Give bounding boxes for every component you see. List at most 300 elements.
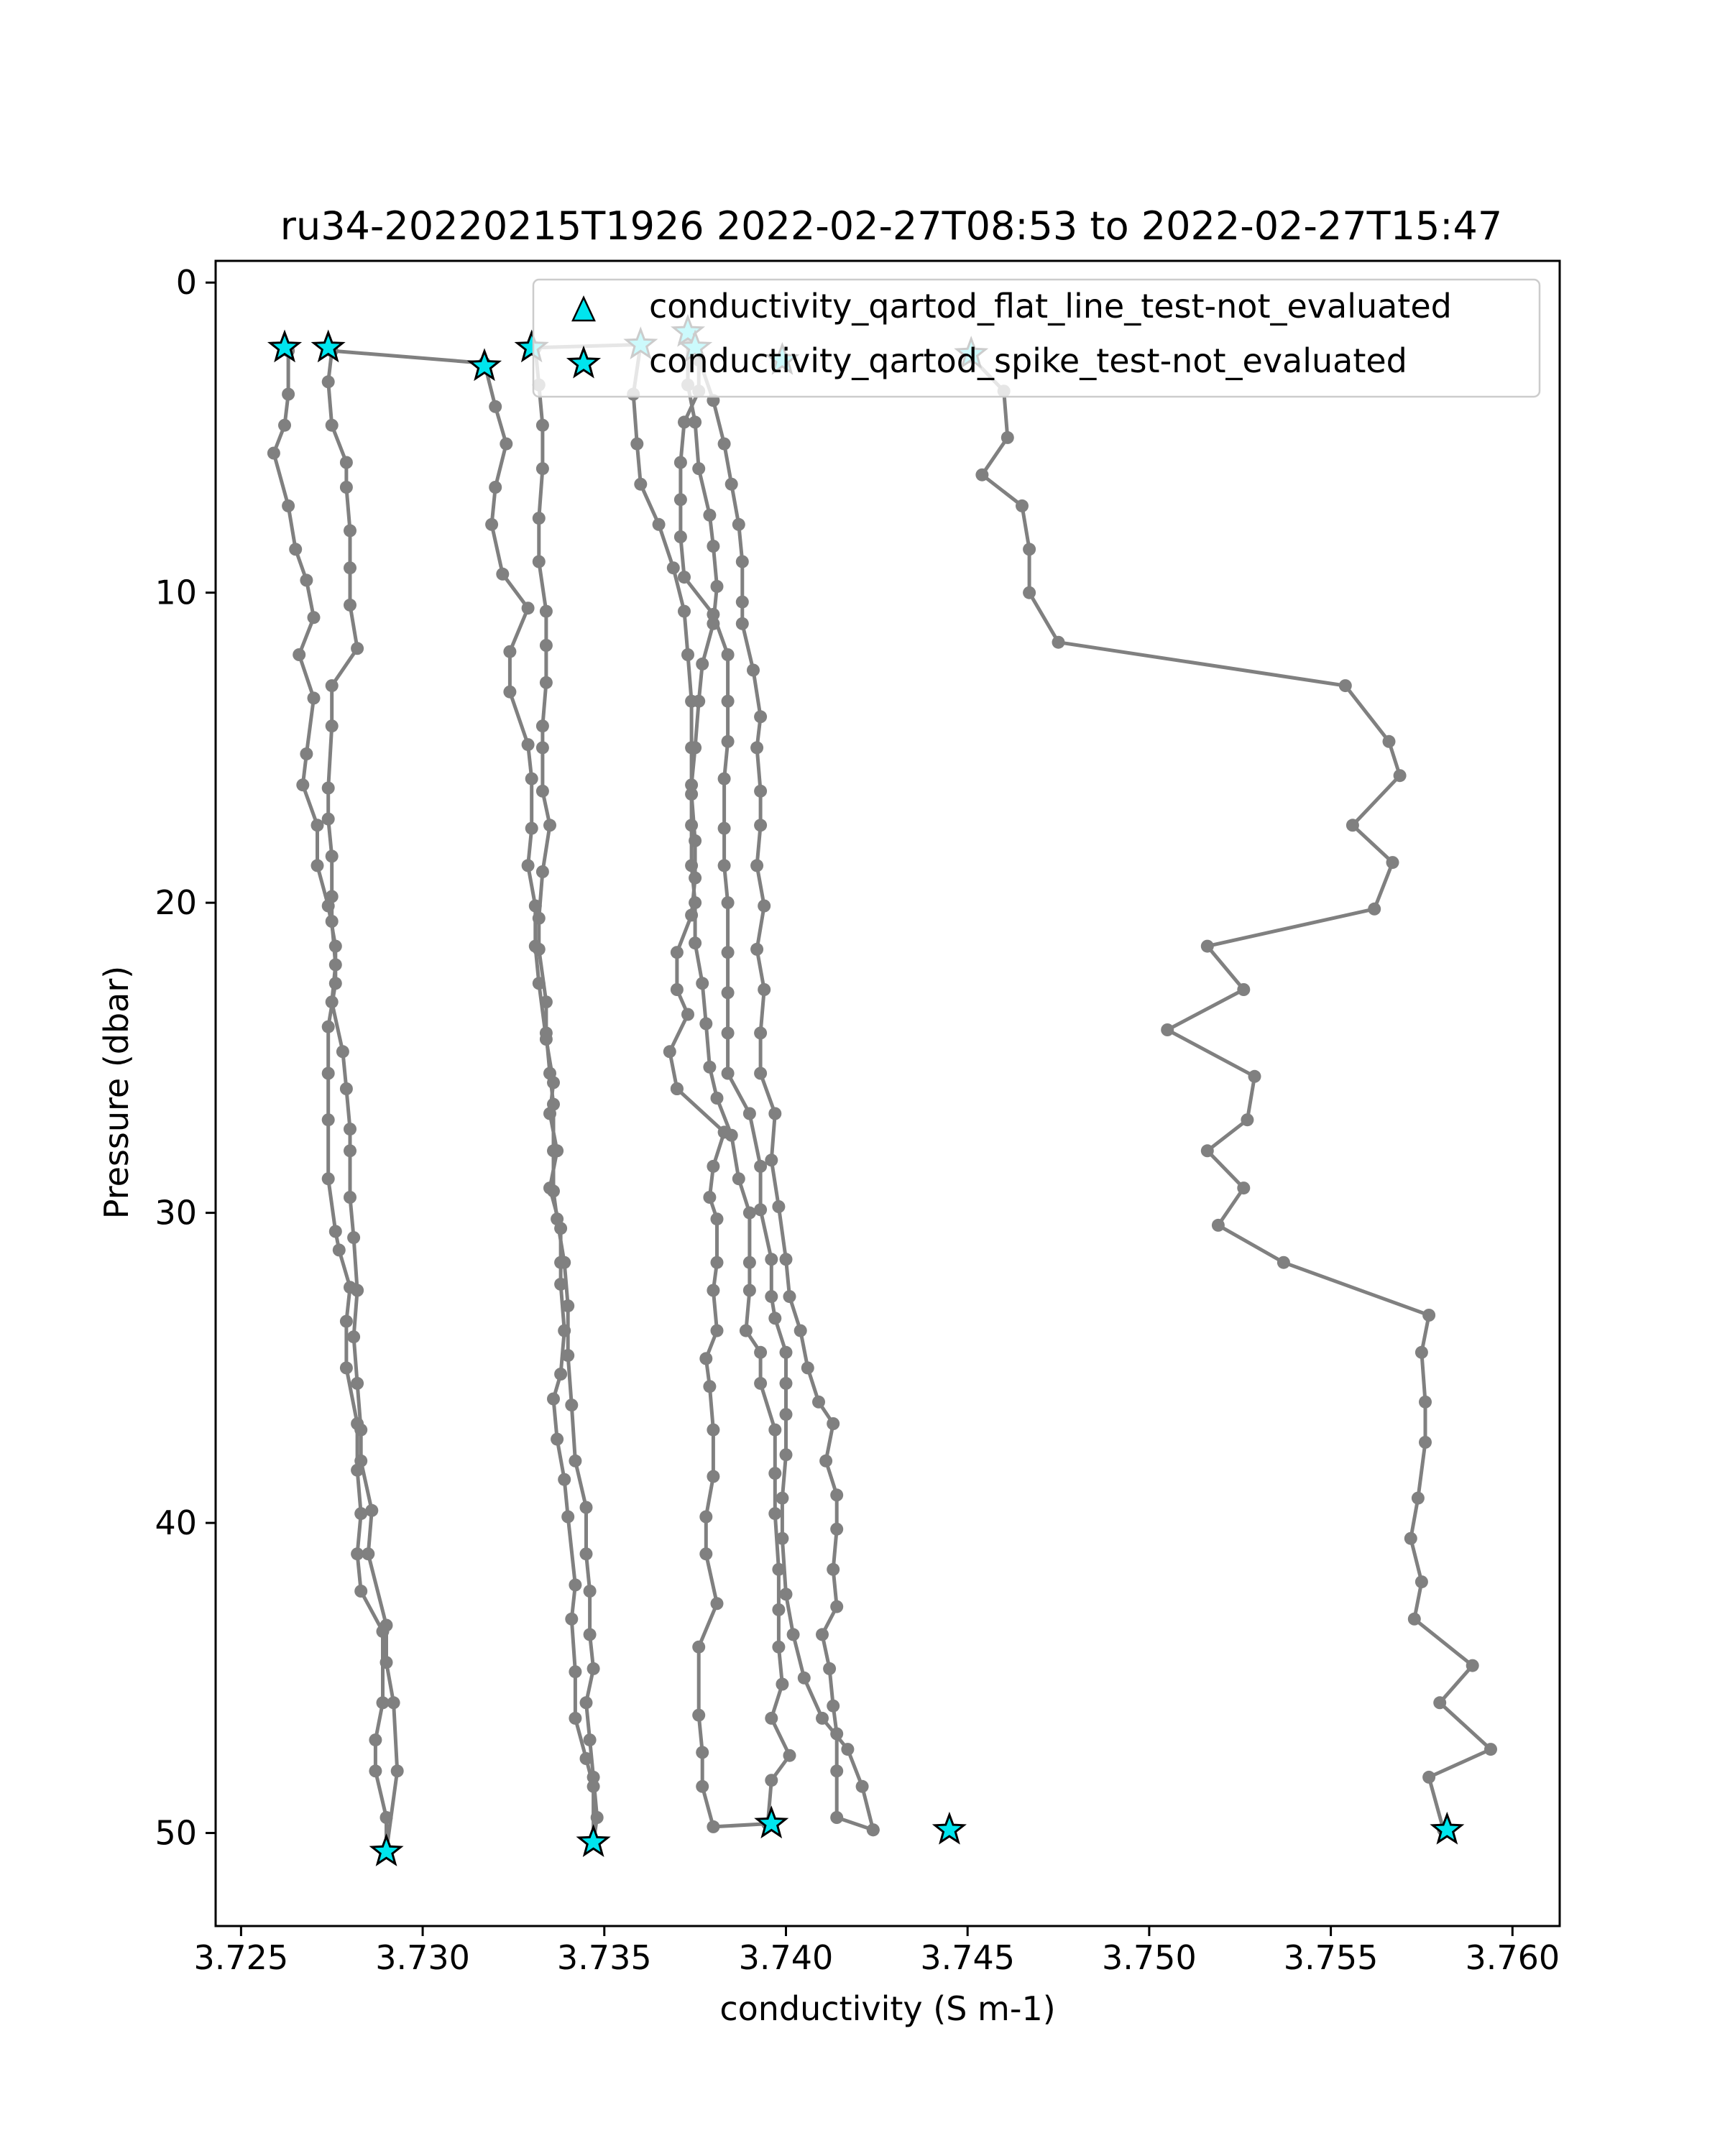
data-point (540, 639, 553, 652)
data-point (830, 1523, 843, 1536)
data-point (580, 1696, 593, 1709)
data-point (278, 419, 291, 432)
data-point (1415, 1346, 1428, 1359)
data-point (780, 1377, 793, 1390)
data-point (540, 1026, 553, 1039)
data-point (1016, 499, 1029, 512)
data-point (674, 456, 687, 469)
data-point (558, 1473, 571, 1486)
data-point (344, 1191, 356, 1204)
data-point (689, 741, 702, 754)
data-point (1419, 1396, 1432, 1409)
data-point (1237, 1181, 1250, 1194)
data-point (758, 900, 770, 913)
data-point (340, 456, 353, 469)
data-point (591, 1811, 604, 1824)
data-point (827, 1417, 840, 1430)
data-point (678, 605, 691, 618)
data-point (798, 1672, 811, 1685)
data-point (867, 1823, 880, 1836)
x-tick-label: 3.740 (738, 1938, 834, 1977)
data-point (732, 1172, 745, 1185)
data-point (671, 946, 684, 959)
data-point (369, 1733, 382, 1746)
data-point (569, 1712, 581, 1725)
data-point (692, 1709, 705, 1722)
data-point (703, 1380, 716, 1393)
data-point (718, 822, 731, 835)
data-point (783, 1290, 796, 1303)
data-point (768, 1507, 781, 1520)
data-point (780, 1448, 793, 1461)
data-point (289, 543, 302, 556)
data-point (561, 1349, 574, 1362)
data-point (699, 1547, 712, 1560)
data-point (711, 1212, 724, 1225)
data-point (765, 1712, 778, 1725)
data-point (569, 1578, 581, 1591)
y-tick-label: 20 (155, 883, 197, 923)
data-point (293, 648, 305, 661)
data-point (547, 1393, 560, 1406)
data-point (758, 983, 770, 996)
data-point (754, 710, 767, 723)
data-point (711, 1092, 724, 1105)
data-point (722, 946, 735, 959)
data-point (707, 1820, 719, 1833)
data-point (1422, 1309, 1435, 1322)
y-tick-label: 10 (155, 573, 197, 612)
data-point (525, 822, 538, 835)
data-point (311, 819, 324, 831)
data-point (725, 1129, 738, 1142)
x-tick-label: 3.725 (193, 1938, 289, 1977)
data-point (794, 1325, 807, 1337)
data-point (536, 741, 549, 754)
data-point (765, 1253, 778, 1266)
data-point (707, 1160, 719, 1173)
data-point (830, 1764, 843, 1777)
x-axis-label: conductivity (S m-1) (719, 1989, 1056, 2028)
data-point (725, 478, 738, 491)
data-point (329, 1225, 342, 1238)
data-point (671, 1082, 684, 1095)
y-axis-label: Pressure (dbar) (97, 965, 136, 1220)
data-point (780, 1588, 793, 1600)
data-point (630, 438, 643, 451)
data-point (1161, 1023, 1174, 1036)
data-point (1368, 903, 1381, 916)
data-point (1404, 1532, 1417, 1545)
data-point (722, 986, 735, 999)
data-point (536, 865, 549, 878)
data-point (311, 859, 324, 872)
data-point (322, 375, 335, 388)
data-point (768, 1107, 781, 1120)
data-point (776, 1678, 788, 1691)
data-point (671, 983, 684, 996)
data-point (329, 958, 342, 971)
data-point (750, 741, 763, 754)
data-point (540, 995, 553, 1008)
data-point (500, 438, 512, 451)
data-point (351, 642, 364, 655)
data-point (801, 1361, 814, 1374)
data-point (816, 1712, 829, 1725)
data-point (772, 1200, 785, 1213)
data-point (496, 568, 509, 581)
data-point (282, 388, 295, 401)
data-point (681, 648, 694, 661)
data-point (707, 608, 719, 621)
data-point (354, 1424, 367, 1437)
data-point (380, 1619, 393, 1632)
data-point (536, 419, 549, 432)
data-point (1383, 735, 1396, 748)
data-point (322, 1113, 335, 1126)
data-point (768, 1467, 781, 1480)
x-tick-label: 3.760 (1465, 1938, 1560, 1977)
data-point (340, 1315, 353, 1328)
data-point (326, 419, 339, 432)
data-point (347, 1330, 360, 1343)
data-point (584, 1628, 597, 1641)
data-point (1277, 1256, 1290, 1269)
data-point (340, 1361, 353, 1374)
data-point (347, 1231, 360, 1244)
data-point (340, 481, 353, 494)
data-point (362, 1547, 374, 1560)
y-tick-label: 0 (175, 263, 197, 303)
data-point (685, 859, 698, 872)
data-point (536, 785, 549, 798)
data-point (540, 605, 553, 618)
data-point (772, 1641, 785, 1654)
data-point (674, 530, 687, 543)
data-point (326, 890, 339, 903)
data-point (1248, 1070, 1261, 1083)
data-point (743, 1107, 756, 1120)
data-point (696, 1746, 709, 1759)
data-point (681, 1008, 694, 1021)
data-point (674, 493, 687, 506)
data-point (543, 1067, 556, 1080)
data-point (772, 1603, 785, 1616)
data-point (722, 1067, 735, 1080)
data-point (711, 1325, 724, 1337)
data-point (547, 1184, 560, 1197)
data-point (387, 1696, 400, 1709)
legend-label-flat-line: conductivity_qartod_flat_line_test-not_evaluated (649, 287, 1452, 326)
data-point (354, 1585, 367, 1598)
data-point (1346, 819, 1359, 831)
data-point (776, 1532, 788, 1545)
data-point (340, 1082, 353, 1095)
data-point (754, 1160, 767, 1173)
data-point (754, 1377, 767, 1390)
data-point (1052, 636, 1065, 649)
data-point (696, 658, 709, 671)
data-point (1241, 1113, 1254, 1126)
data-point (282, 499, 295, 512)
legend (533, 280, 1540, 397)
data-point (699, 1352, 712, 1365)
data-point (543, 819, 556, 831)
data-point (587, 1771, 600, 1784)
data-point (634, 478, 647, 491)
data-point (533, 943, 546, 956)
data-point (711, 1597, 724, 1610)
data-point (663, 1045, 676, 1058)
data-point (707, 1470, 719, 1483)
data-point (565, 1613, 578, 1626)
chart-title: ru34-20220215T1926 2022-02-27T08:53 to 2022-02-27T15:47 (280, 203, 1503, 249)
data-point (830, 1488, 843, 1501)
data-point (565, 1399, 578, 1411)
data-point (699, 1017, 712, 1030)
data-point (551, 1212, 564, 1225)
data-point (322, 1021, 335, 1033)
data-point (736, 617, 749, 630)
data-point (322, 782, 335, 795)
data-point (692, 695, 705, 708)
data-point (718, 773, 731, 786)
data-point (718, 438, 731, 451)
data-point (754, 1203, 767, 1216)
data-point (1023, 586, 1036, 599)
data-point (736, 556, 749, 568)
data-point (765, 1290, 778, 1303)
data-point (322, 1067, 335, 1080)
data-point (703, 509, 716, 522)
data-point (267, 447, 280, 460)
data-point (354, 1507, 367, 1520)
data-point (580, 1547, 593, 1560)
data-point (750, 943, 763, 956)
data-point (525, 773, 538, 786)
data-point (812, 1396, 825, 1409)
data-point (780, 1408, 793, 1421)
data-point (722, 896, 735, 909)
data-point (711, 1256, 724, 1269)
data-point (768, 1424, 781, 1437)
data-point (765, 1774, 778, 1787)
data-point (841, 1743, 854, 1756)
data-point (776, 1492, 788, 1505)
data-point (344, 561, 356, 574)
data-point (703, 1191, 716, 1204)
data-point (667, 561, 680, 574)
data-point (743, 1256, 756, 1269)
data-point (1394, 769, 1407, 782)
data-point (300, 747, 313, 760)
data-point (1433, 1696, 1446, 1709)
data-point (743, 1284, 756, 1297)
data-point (736, 596, 749, 609)
data-point (780, 1253, 793, 1266)
data-point (522, 738, 535, 751)
y-tick-label: 50 (155, 1813, 197, 1853)
data-point (653, 518, 666, 531)
data-point (765, 1153, 778, 1166)
data-point (1201, 940, 1214, 953)
data-point (685, 819, 698, 831)
data-point (754, 1026, 767, 1039)
x-tick-label: 3.735 (556, 1938, 652, 1977)
data-point (722, 648, 735, 661)
data-point (554, 1368, 567, 1381)
data-point (561, 1299, 574, 1312)
data-point (1408, 1613, 1421, 1626)
data-point (1237, 983, 1250, 996)
data-point (558, 1256, 571, 1269)
data-point (536, 719, 549, 732)
data-point (322, 813, 335, 826)
data-point (580, 1501, 593, 1514)
data-point (551, 1433, 564, 1446)
data-point (722, 735, 735, 748)
data-point (975, 469, 988, 482)
data-point (326, 719, 339, 732)
data-point (780, 1346, 793, 1359)
data-point (754, 1067, 767, 1080)
data-point (696, 977, 709, 990)
data-point (1001, 431, 1014, 444)
data-point (722, 695, 735, 708)
data-point (823, 1662, 836, 1675)
data-point (536, 462, 549, 475)
x-tick-label: 3.730 (375, 1938, 470, 1977)
data-point (1419, 1436, 1432, 1449)
data-point (1484, 1743, 1497, 1756)
data-point (344, 524, 356, 537)
data-point (296, 778, 309, 791)
data-point (1201, 1144, 1214, 1157)
data-point (380, 1656, 393, 1669)
data-point (1339, 679, 1352, 692)
data-point (322, 1172, 335, 1185)
data-point (1466, 1659, 1479, 1672)
data-point (754, 819, 767, 831)
data-point (354, 1455, 367, 1468)
data-point (308, 611, 321, 624)
data-point (699, 1511, 712, 1524)
data-point (718, 859, 731, 872)
data-point (787, 1628, 800, 1641)
x-tick-label: 3.750 (1102, 1938, 1197, 1977)
data-point (711, 580, 724, 593)
data-point (326, 849, 339, 862)
data-point (678, 415, 691, 428)
data-point (584, 1585, 597, 1598)
data-point (300, 573, 313, 586)
data-point (489, 481, 502, 494)
data-point (569, 1455, 581, 1468)
data-point (740, 1325, 753, 1337)
data-point (503, 645, 516, 658)
x-tick-label: 3.755 (1283, 1938, 1379, 1977)
data-point (692, 1641, 705, 1654)
data-point (1023, 543, 1036, 556)
y-tick-label: 40 (155, 1503, 197, 1543)
data-point (689, 936, 702, 949)
data-point (533, 912, 546, 925)
data-point (816, 1628, 829, 1641)
legend-label-spike: conductivity_qartod_spike_test-not_evaluated (649, 341, 1407, 380)
data-point (830, 1811, 843, 1824)
data-point (743, 1207, 756, 1220)
data-point (351, 1284, 364, 1297)
data-point (547, 1098, 560, 1111)
data-point (768, 1312, 781, 1325)
data-point (722, 1026, 735, 1039)
data-point (503, 686, 516, 699)
data-point (326, 679, 339, 692)
data-point (369, 1764, 382, 1777)
data-point (750, 859, 763, 872)
data-point (533, 512, 546, 525)
data-point (561, 1511, 574, 1524)
y-tick-label: 30 (155, 1193, 197, 1233)
data-point (754, 1346, 767, 1359)
data-point (1415, 1575, 1428, 1588)
data-point (547, 1144, 560, 1157)
data-point (707, 1284, 719, 1297)
data-point (344, 1123, 356, 1135)
data-point (692, 462, 705, 475)
data-point (333, 1243, 346, 1256)
data-point (344, 599, 356, 612)
data-point (678, 571, 691, 584)
data-point (827, 1563, 840, 1576)
data-point (485, 518, 498, 531)
data-point (587, 1662, 600, 1675)
data-point (707, 1424, 719, 1437)
data-point (1212, 1219, 1225, 1232)
data-point (732, 518, 745, 531)
data-point (856, 1780, 869, 1793)
data-point (326, 995, 339, 1008)
data-point (533, 556, 546, 568)
data-point (1412, 1492, 1425, 1505)
data-point (696, 1780, 709, 1793)
data-point (489, 400, 502, 413)
data-point (747, 664, 760, 677)
data-point (569, 1665, 581, 1678)
data-point (522, 859, 535, 872)
data-point (540, 676, 553, 689)
data-point (1386, 856, 1399, 869)
data-point (685, 778, 698, 791)
data-point (827, 1700, 840, 1713)
data-point (707, 540, 719, 553)
data-point (522, 602, 535, 614)
data-point (326, 915, 339, 928)
x-tick-label: 3.745 (920, 1938, 1016, 1977)
data-point (783, 1749, 796, 1762)
data-point (351, 1377, 364, 1390)
data-point (1422, 1771, 1435, 1784)
data-point (344, 1144, 356, 1157)
data-point (308, 691, 321, 704)
data-point (584, 1733, 597, 1746)
data-point (703, 1061, 716, 1074)
data-point (819, 1455, 832, 1468)
data-point (391, 1764, 404, 1777)
data-point (689, 896, 702, 909)
data-point (365, 1504, 378, 1517)
data-point (336, 1045, 349, 1058)
